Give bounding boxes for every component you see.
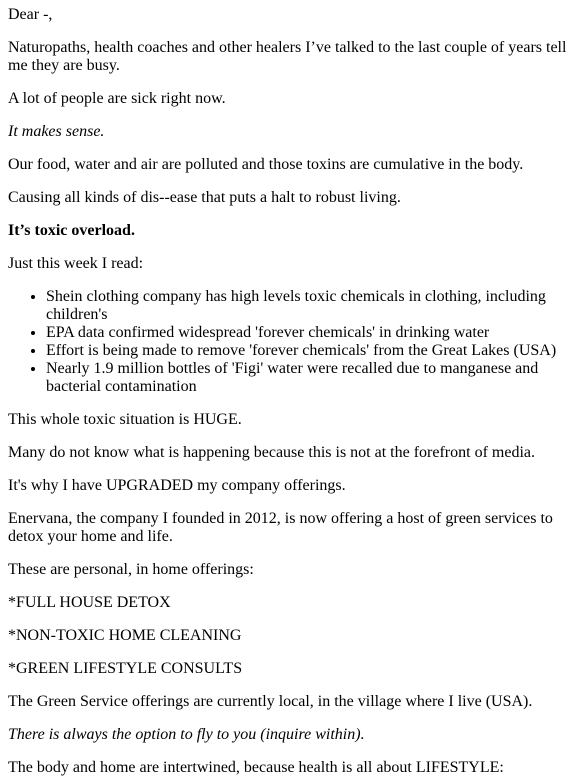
paragraph-makes-sense: It makes sense. (8, 123, 105, 140)
list-item: • EPA data confirmed widespread 'forever chemicals' in drinking water (46, 324, 572, 342)
paragraph-healers-busy: Naturopaths, health coaches and other healers I’ve talked to the last couple of years tell me they are busy. (8, 39, 567, 74)
greeting: Dear -, (8, 6, 53, 23)
list-item: • Shein clothing company has high levels toxic chemicals in clothing, including children's (46, 288, 572, 324)
offering-full-house-detox: *FULL HOUSE DETOX (8, 594, 171, 611)
offering-green-lifestyle: *GREEN LIFESTYLE CONSULTS (8, 660, 243, 677)
paragraph-pollution: Our food, water and air are polluted and those toxins are cumulative in the body. (8, 156, 524, 173)
paragraph-huge: This whole toxic situation is HUGE. (8, 411, 242, 428)
paragraph-lifestyle: The body and home are intertwined, because health is all about LIFESTYLE: (8, 759, 504, 776)
list-item: • Effort is being made to remove 'forever chemicals' from the Great Lakes (USA) (46, 342, 572, 360)
offering-non-toxic-cleaning: *NON-TOXIC HOME CLEANING (8, 627, 242, 644)
paragraph-media: Many do not know what is happening because this is not at the forefront of media. (8, 444, 535, 461)
paragraph-fly-to-you: There is always the option to fly to you (inquire within). (8, 726, 365, 743)
paragraph-dis-ease: Causing all kinds of dis--ease that puts a halt to robust living. (8, 189, 401, 206)
paragraph-local: The Green Service offerings are currently local, in the village where I live (USA). (8, 693, 533, 710)
news-bullet-list (8, 288, 572, 396)
paragraph-toxic-overload: It’s toxic overload. (8, 222, 135, 239)
paragraph-in-home: These are personal, in home offerings: (8, 561, 254, 578)
paragraph-just-this-week: Just this week I read: (8, 255, 144, 272)
list-item: • Nearly 1.9 million bottles of 'Figi' water were recalled due to manganese and bacterial contamination (46, 360, 572, 396)
paragraph-people-sick: A lot of people are sick right now. (8, 90, 226, 107)
paragraph-enervana: Enervana, the company I founded in 2012, is now offering a host of green services to detox your home and life. (8, 510, 553, 545)
paragraph-upgraded: It's why I have UPGRADED my company offerings. (8, 477, 346, 494)
